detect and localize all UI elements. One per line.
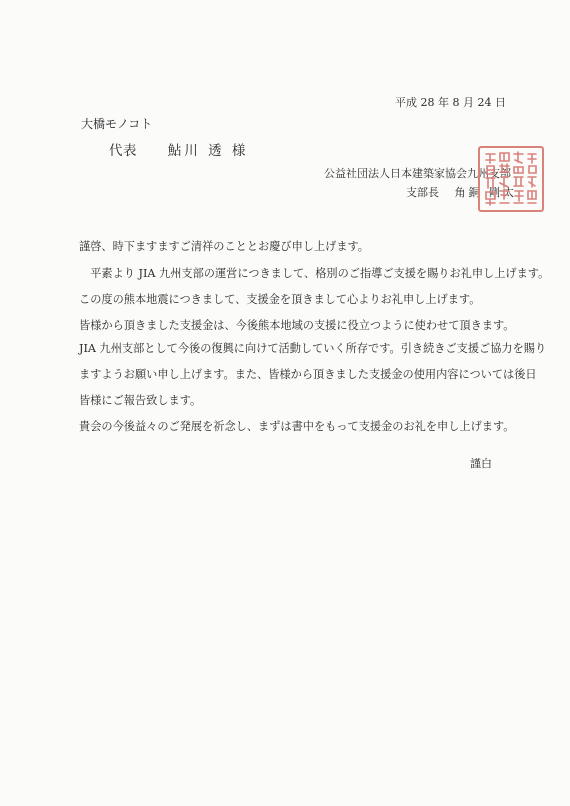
body-line-2: 平素より JIA 九州支部の運営につきまして、格別のご指導ご支援を賜りお礼申し上げます。 <box>79 267 550 280</box>
letter-date: 平成 28 年 8 月 24 日 <box>395 96 506 109</box>
body-line-4: 皆様から頂きました支援金は、今後熊本地域の支援に役立つように使わせて頂きます。 <box>79 319 515 332</box>
sender-name: 角銅 剛太 <box>454 186 517 199</box>
closing-remark: 謹白 <box>470 457 492 470</box>
sender-role: 支部長 <box>406 186 439 199</box>
body-line-5: JIA 九州支部として今後の復興に向けて活動していく所存です。引き続きご支援ご協力を賜り <box>79 342 547 355</box>
body-line-6: ますようお願い申し上げます。また、皆様から頂きました支援金の使用内容については後日 <box>79 368 537 381</box>
body-line-7: 皆様にご報告致します。 <box>79 394 202 407</box>
recipient-name: 鮎川 透 様 <box>167 143 249 159</box>
recipient-organization: 大橋モノコト <box>81 117 153 131</box>
recipient-title: 代表 <box>109 143 137 159</box>
body-line-1: 謹啓、時下ますますご清祥のこととお慶び申し上げます。 <box>79 240 369 253</box>
sender-organization: 公益社団法人日本建築家協会九州支部 <box>324 167 511 180</box>
body-line-3: この度の熊本地震につきまして、支援金を頂きまして心よりお礼申し上げます。 <box>79 293 481 306</box>
recipient-line <box>109 139 248 159</box>
seal-stamp-graphic <box>480 148 542 210</box>
body-line-8: 貴会の今後益々のご発展を祈念し、まずは書中をもって支援金のお礼を申し上げます。 <box>79 420 515 433</box>
seal-stamp-icon <box>478 146 544 212</box>
